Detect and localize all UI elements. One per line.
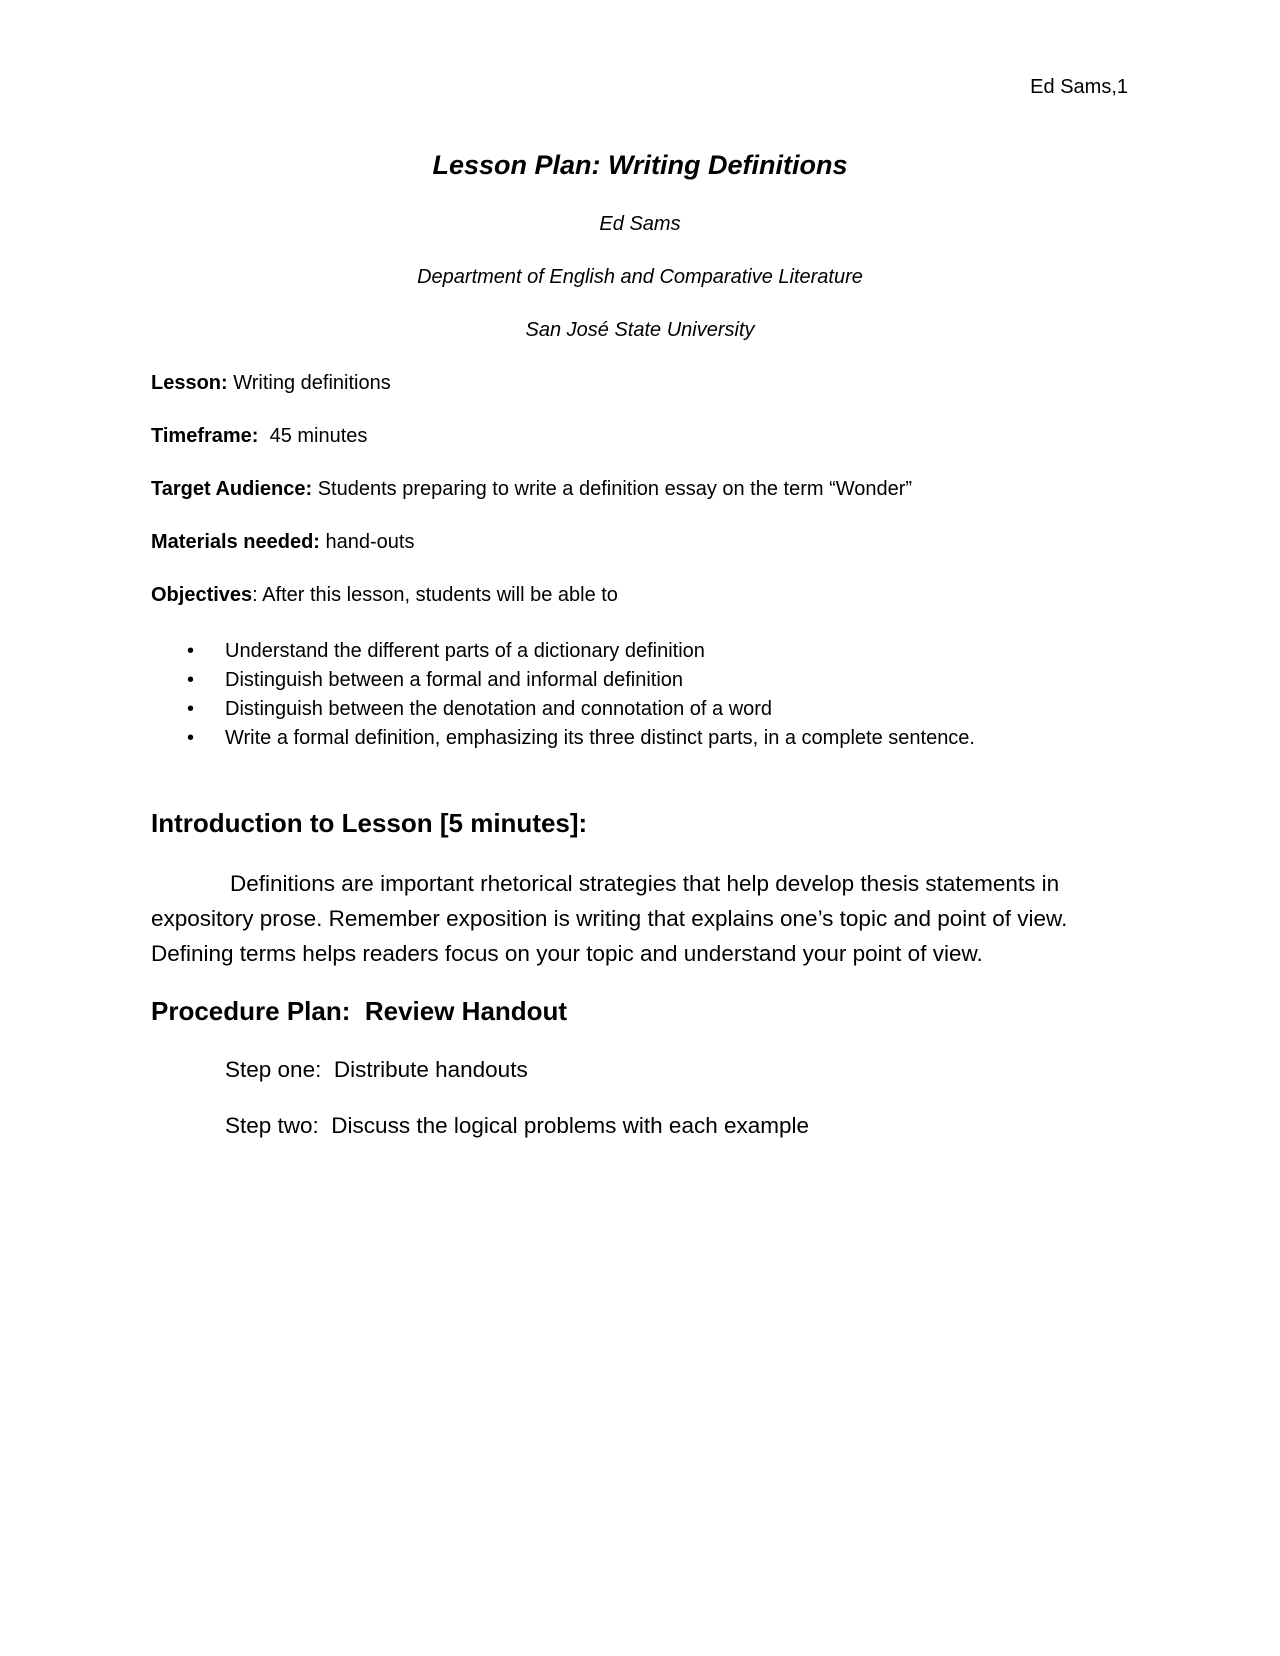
materials-value: hand-outs [319, 531, 415, 553]
objectives-label: Objectives [151, 584, 253, 606]
procedure-step-two: Step two: Discuss the logical problems with each example [225, 1113, 810, 1138]
objectives-value: : After this lesson, students will be able to [252, 584, 618, 606]
bullet-icon: • [187, 640, 195, 662]
introduction-paragraph: Definitions are important rhetorical strategies that help develop thesis statements in expository prose. Remember exposition is writing that explains one’s topic and point of view. Defining terms helps readers focus on your topic and understand your point of view. [151, 871, 1068, 966]
timeframe-label: Timeframe: [151, 425, 259, 447]
target-audience-value: Students preparing to write a definition essay on the term “Wonder” [312, 478, 913, 500]
department-name: Department of English and Comparative Literature [417, 266, 863, 288]
objectives-list [151, 637, 975, 753]
list-item [151, 637, 975, 666]
procedure-step-one: Step one: Distribute handouts [225, 1057, 528, 1082]
bullet-icon: • [187, 669, 195, 691]
author-name: Ed Sams [599, 213, 681, 235]
materials-field [151, 531, 414, 554]
target-audience-field [151, 478, 912, 501]
lesson-field [151, 372, 391, 395]
introduction-heading: Introduction to Lesson [5 minutes]: [151, 808, 588, 838]
list-item [151, 695, 975, 724]
lesson-value: Writing definitions [227, 372, 391, 394]
bullet-icon: • [187, 698, 195, 720]
running-head: Ed Sams,1 [1030, 76, 1128, 98]
timeframe-field [151, 425, 367, 448]
objectives-field [151, 584, 618, 607]
target-audience-label: Target Audience: [151, 478, 313, 500]
list-item [151, 724, 975, 753]
timeframe-value: 45 minutes [258, 425, 368, 447]
bullet-icon: • [187, 727, 195, 749]
document-title: Lesson Plan: Writing Definitions [432, 150, 848, 180]
materials-label: Materials needed: [151, 531, 320, 553]
procedure-heading: Procedure Plan: Review Handout [151, 996, 568, 1026]
objective-text: Distinguish between a formal and informal definition [225, 669, 684, 691]
objective-text: Understand the different parts of a dictionary definition [225, 640, 705, 662]
objective-text: Distinguish between the denotation and connotation of a word [225, 698, 773, 720]
objective-text: Write a formal definition, emphasizing its three distinct parts, in a complete sentence. [225, 727, 975, 749]
lesson-label: Lesson: [151, 372, 228, 394]
university-name: San José State University [525, 319, 755, 341]
list-item [151, 666, 975, 695]
